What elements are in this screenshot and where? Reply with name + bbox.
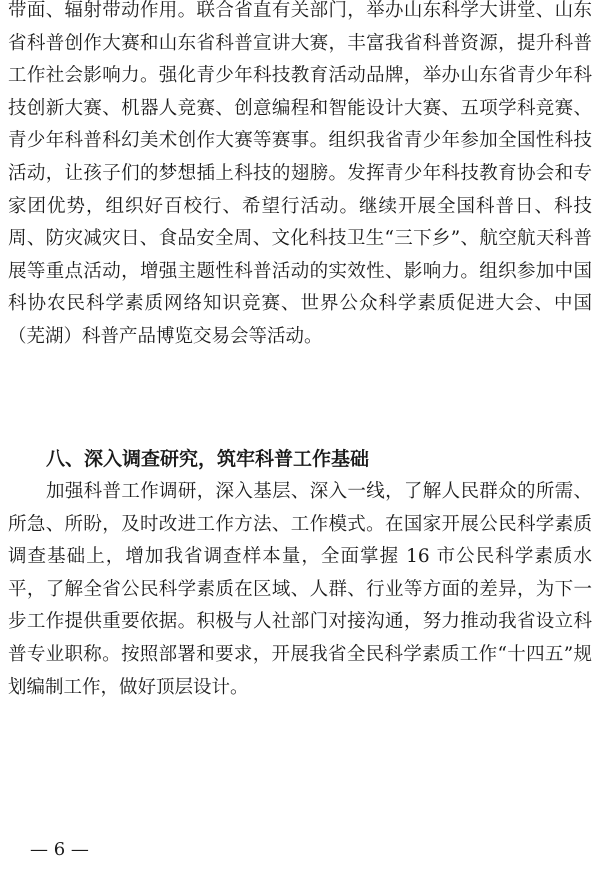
- body-paragraph-research: 加强科普工作调研，深入基层、深入一线，了解人民群众的所需、所急、所盼，及时改进工作方法、工作模式。在国家开展公民科学素质调查基础上，增加我省调查样本量，全面掌握 16 市公民科学素质水平，了解全省公民科学素质在区域、人群、行业等方面的差异，为下一步工作提供重要依据。积极与人社部门对接沟通，努力推动我省设立科普专业职称。按照部署和要求，开展我省全民科学素质工作“十四五”规划编制工作，做好顶层设计。: [8, 481, 592, 698]
- page-number: — 6 —: [30, 839, 89, 860]
- body-paragraph-continuation: 带面、辐射带动作用。联合省直有关部门，举办山东科学大讲堂、山东省科普创作大赛和山东省科普宣讲大赛，丰富我省科普资源，提升科普工作社会影响力。强化青少年科技教育活动品牌，举办山东省青少年科技创新大赛、机器人竞赛、创意编程和智能设计大赛、五项学科竞赛、青少年科普科幻美术创作大赛等赛事。组织我省青少年参加全国性科技活动，让孩子们的梦想插上科技的翅膀。发挥青少年科技教育协会和专家团优势，组织好百校行、希望行活动。继续开展全国科普日、科技周、防灾减灾日、食品安全周、文化科技卫生“三下乡”、航空航天科普展等重点活动，增强主题性科普活动的实效性、影响力。组织参加中国科协农民科学素质网络知识竞赛、世界公众科学素质促进大会、中国（芜湖）科普产品博览交易会等活动。: [8, 0, 592, 347]
- section-heading: 八、深入调查研究，筑牢科普工作基础: [46, 448, 370, 470]
